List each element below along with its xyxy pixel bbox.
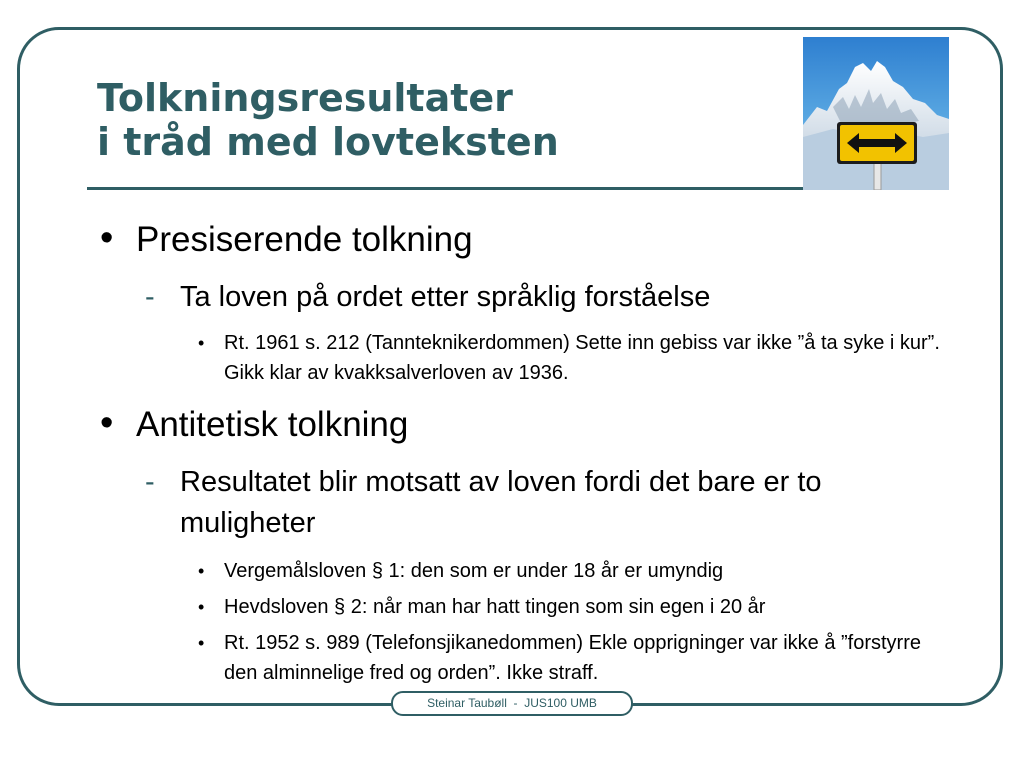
dot-marker: • [198, 633, 205, 653]
sub-sub-bullet-item [198, 628, 943, 688]
title-line-2: i tråd med lovteksten [97, 120, 559, 164]
bullet-text: Presiserende tolkning [136, 220, 473, 259]
sub-bullet-item [145, 277, 945, 318]
sub-bullet-item [145, 462, 945, 544]
bullet-marker: • [100, 402, 114, 444]
sub-bullet-text: Ta loven på ordet etter språklig forståelse [180, 281, 711, 313]
sub-sub-bullet-text: Hevdsloven § 2: når man har hatt tingen som sin egen i 20 år [224, 596, 766, 618]
dot-marker: • [198, 333, 205, 353]
dash-marker: - [145, 281, 155, 313]
sub-bullet-text: Resultatet blir motsatt av loven fordi det bare er to muligheter [180, 466, 822, 539]
dot-marker: • [198, 561, 205, 581]
sub-sub-bullet-text: Rt. 1952 s. 989 (Telefonsjikanedommen) Ekle opprigninger var ikke å ”forstyrre den alminnelige fred og orden”. Ikke straff. [224, 632, 921, 684]
sub-sub-bullet-text: Vergemålsloven § 1: den som er under 18 år er umyndig [224, 560, 724, 582]
dot-marker: • [198, 597, 205, 617]
title-line-1: Tolkningsresultater [97, 76, 513, 120]
footer-label: Steinar Taubøll - JUS100 UMB [391, 691, 633, 716]
bullet-text: Antitetisk tolkning [136, 405, 409, 444]
bullet-marker: • [100, 217, 114, 259]
dash-marker: - [145, 466, 155, 498]
sub-sub-bullet-item [198, 328, 943, 388]
sub-sub-bullet-text: Rt. 1961 s. 212 (Tannteknikerdommen) Sette inn gebiss var ikke ”å ta syke i kur”. Gikk klar av kvakksalverloven av 1936. [224, 332, 940, 384]
sub-sub-bullet-item [198, 556, 943, 586]
sub-sub-bullet-item [198, 592, 943, 622]
